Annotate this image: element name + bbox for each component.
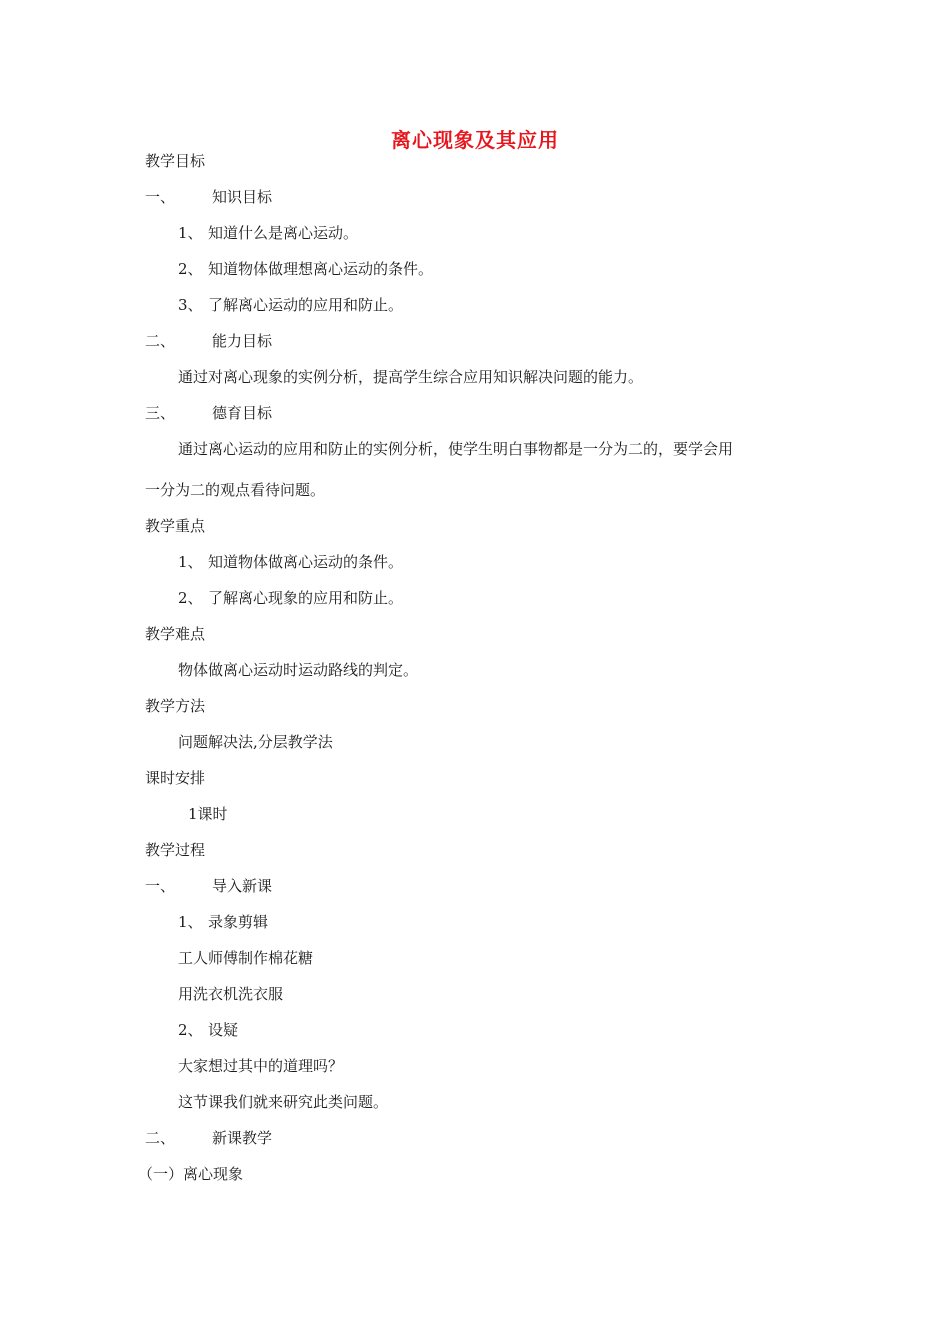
goal3-text-line1: 通过离心运动的应用和防止的实例分析，使学生明白事物都是一分为二的，要学会用	[178, 440, 734, 458]
goal1-num: 一、	[145, 188, 176, 206]
process1-sub2-line-2: 这节课我们就来研究此类问题。	[178, 1093, 389, 1111]
item-text: 知道物体做理想离心运动的条件。	[208, 260, 434, 278]
process2-heading	[145, 1128, 272, 1148]
process2-num: 二、	[145, 1129, 176, 1147]
item-num: 2、	[178, 1021, 203, 1039]
schedule-text: 1课时	[188, 805, 228, 823]
goal2-num: 二、	[145, 332, 176, 350]
goal1-heading	[145, 187, 272, 207]
method-text: 问题解决法,分层教学法	[178, 733, 333, 751]
goal1-item-2	[178, 259, 433, 279]
goals-heading: 教学目标	[145, 152, 206, 170]
item-text: 了解离心现象的应用和防止。	[208, 589, 404, 607]
goal3-label: 德育目标	[212, 404, 273, 422]
item-num: 2、	[178, 589, 203, 607]
section1-heading: （一）离心现象	[138, 1165, 244, 1183]
key-item-2	[178, 588, 403, 608]
difficulty-heading: 教学难点	[145, 625, 206, 643]
process-heading: 教学过程	[145, 841, 206, 859]
item-text: 了解离心运动的应用和防止。	[208, 296, 404, 314]
document-title: 离心现象及其应用	[391, 128, 559, 152]
goal2-text: 通过对离心现象的实例分析，提高学生综合应用知识解决问题的能力。	[178, 368, 644, 386]
key-heading: 教学重点	[145, 517, 206, 535]
item-num: 1、	[178, 913, 203, 931]
difficulty-text: 物体做离心运动时运动路线的判定。	[178, 661, 419, 679]
goal3-text-line2: 一分为二的观点看待问题。	[145, 481, 326, 499]
process1-sub2-line-1: 大家想过其中的道理吗？	[178, 1057, 344, 1075]
goal1-item-3	[178, 295, 403, 315]
process1-num: 一、	[145, 877, 176, 895]
item-text: 知道物体做离心运动的条件。	[208, 553, 404, 571]
item-num: 3、	[178, 296, 203, 314]
item-num: 1、	[178, 553, 203, 571]
method-heading: 教学方法	[145, 697, 206, 715]
key-item-1	[178, 552, 403, 572]
process2-label: 新课教学	[212, 1129, 273, 1147]
goal3-heading	[145, 403, 272, 423]
item-num: 2、	[178, 260, 203, 278]
process1-sub1	[178, 912, 268, 932]
process1-sub1-line-1: 工人师傅制作棉花糖	[178, 949, 314, 967]
schedule-heading: 课时安排	[145, 769, 206, 787]
goal1-label: 知识目标	[212, 188, 273, 206]
goal3-num: 三、	[145, 404, 176, 422]
goal1-item-1	[178, 223, 358, 243]
item-num: 1、	[178, 224, 203, 242]
process1-sub2	[178, 1020, 238, 1040]
item-text: 录象剪辑	[208, 913, 269, 931]
goal2-label: 能力目标	[212, 332, 273, 350]
item-text: 设疑	[208, 1021, 239, 1039]
goal2-heading	[145, 331, 272, 351]
process1-label: 导入新课	[212, 877, 273, 895]
process1-heading	[145, 876, 272, 896]
item-text: 知道什么是离心运动。	[208, 224, 359, 242]
process1-sub1-line-2: 用洗衣机洗衣服	[178, 985, 284, 1003]
